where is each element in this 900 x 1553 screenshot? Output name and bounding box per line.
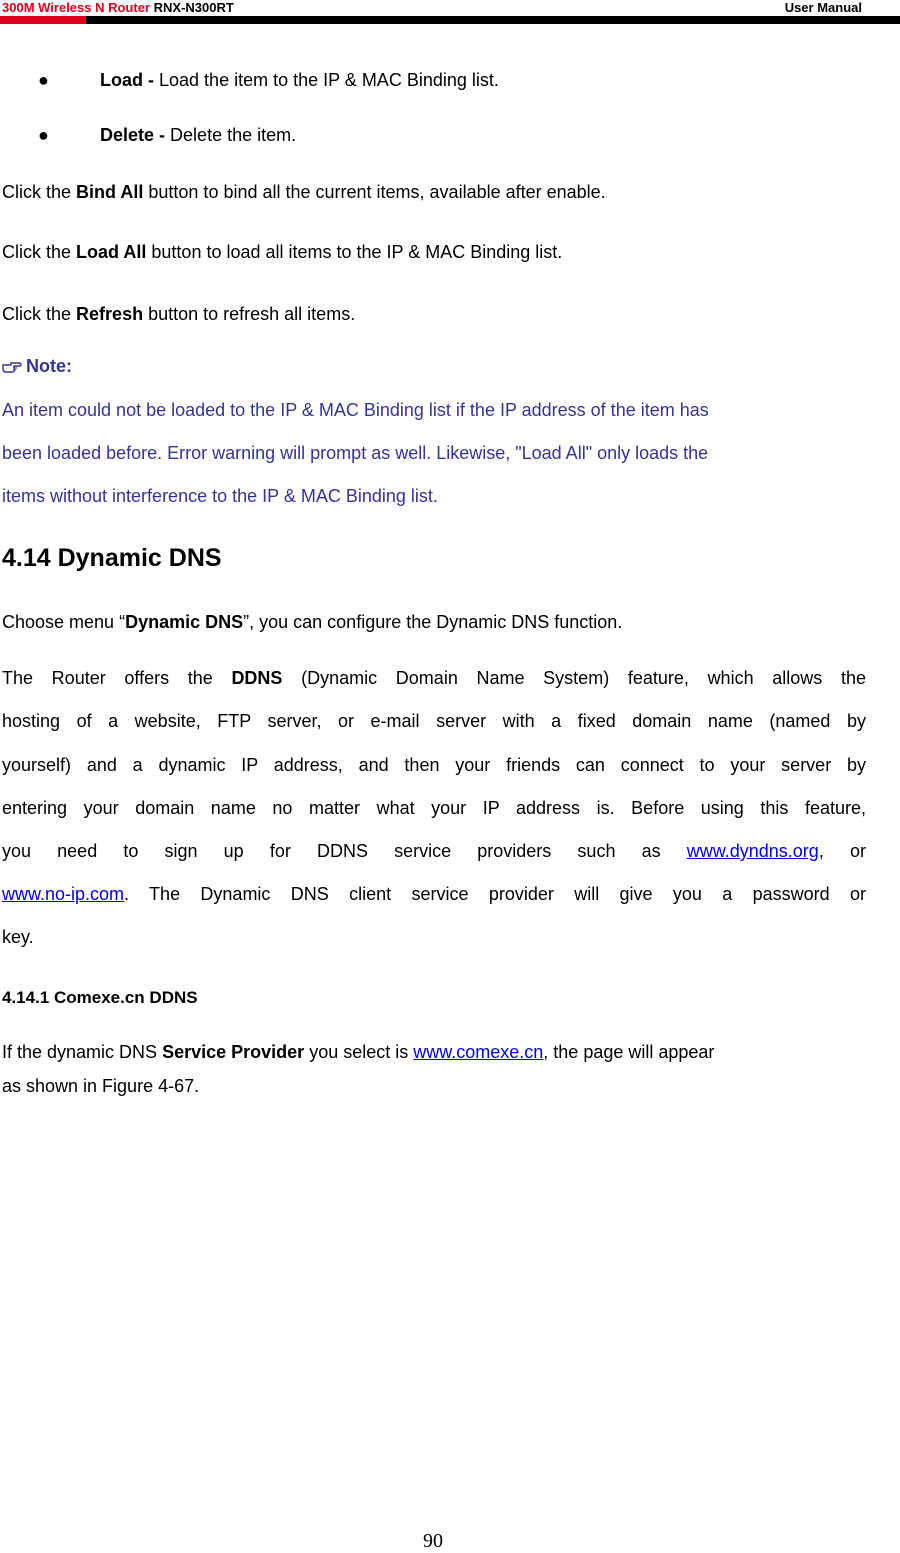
note-line: been loaded before. Error warning will prompt as well. Likewise, "Load All" only loads the <box>2 443 709 463</box>
bullet-desc: Load the item to the IP & MAC Binding list. <box>159 70 499 90</box>
paragraph-line: www.no-ip.com. The Dynamic DNS client service provider will give you a password or <box>2 884 866 904</box>
pointing-hand-icon <box>2 356 22 378</box>
dyndns-link[interactable]: www.dyndns.org <box>686 841 819 861</box>
bullet-item-load <box>100 69 499 91</box>
section-heading: 4.14 Dynamic DNS <box>2 544 222 572</box>
paragraph-line: yourself) and a dynamic IP address, and then your friends can connect to your server by <box>2 755 866 775</box>
note-line: items without interference to the IP & MAC Binding list. <box>2 486 438 506</box>
note-line: An item could not be loaded to the IP & MAC Binding list if the IP address of the item has <box>2 400 709 420</box>
bullet-desc: Delete the item. <box>170 125 297 145</box>
bullet-dot: ● <box>38 125 49 145</box>
header-product: 300M Wireless N Router <box>2 0 150 15</box>
choose-menu-line: Choose menu “Dynamic DNS”, you can configure the Dynamic DNS function. <box>2 612 623 632</box>
paragraph-line: The Router offers the DDNS (Dynamic Domain Name System) feature, which allows the <box>2 668 866 688</box>
bullet-term: Delete - <box>100 125 166 145</box>
bullet-item-delete <box>100 124 296 146</box>
bullet-dot: ● <box>38 70 49 90</box>
header-manual-label: User Manual <box>784 0 862 15</box>
note-heading: Note: <box>2 355 72 378</box>
subsection-line: as shown in Figure 4-67. <box>2 1076 200 1096</box>
click-line-bind-all: Click the Bind All button to bind all the current items, available after enable. <box>2 182 606 202</box>
subsection-heading: 4.14.1 Comexe.cn DDNS <box>2 988 198 1007</box>
header-rule-red <box>0 16 86 24</box>
click-line-refresh: Click the Refresh button to refresh all items. <box>2 304 356 324</box>
bullet-term: Load - <box>100 70 154 90</box>
header-title <box>2 0 234 15</box>
page-header <box>0 0 900 26</box>
paragraph-line: hosting of a website, FTP server, or e-mail server with a fixed domain name (named by <box>2 711 866 731</box>
click-line-load-all: Click the Load All button to load all items to the IP & MAC Binding list. <box>2 242 563 262</box>
paragraph-line: entering your domain name no matter what your IP address is. Before using this feature, <box>2 798 866 818</box>
header-rule-black <box>86 16 900 24</box>
comexe-link[interactable]: www.comexe.cn <box>413 1042 544 1062</box>
noip-link[interactable]: www.no-ip.com <box>2 884 125 904</box>
subsection-line: If the dynamic DNS Service Provider you select is www.comexe.cn, the page will appear <box>2 1042 715 1062</box>
header-model: RNX-N300RT <box>153 0 234 15</box>
page-number: 90 <box>423 1530 443 1552</box>
paragraph-line: key. <box>2 927 34 947</box>
paragraph-line: you need to sign up for DDNS service providers such as www.dyndns.org, or <box>2 841 866 861</box>
